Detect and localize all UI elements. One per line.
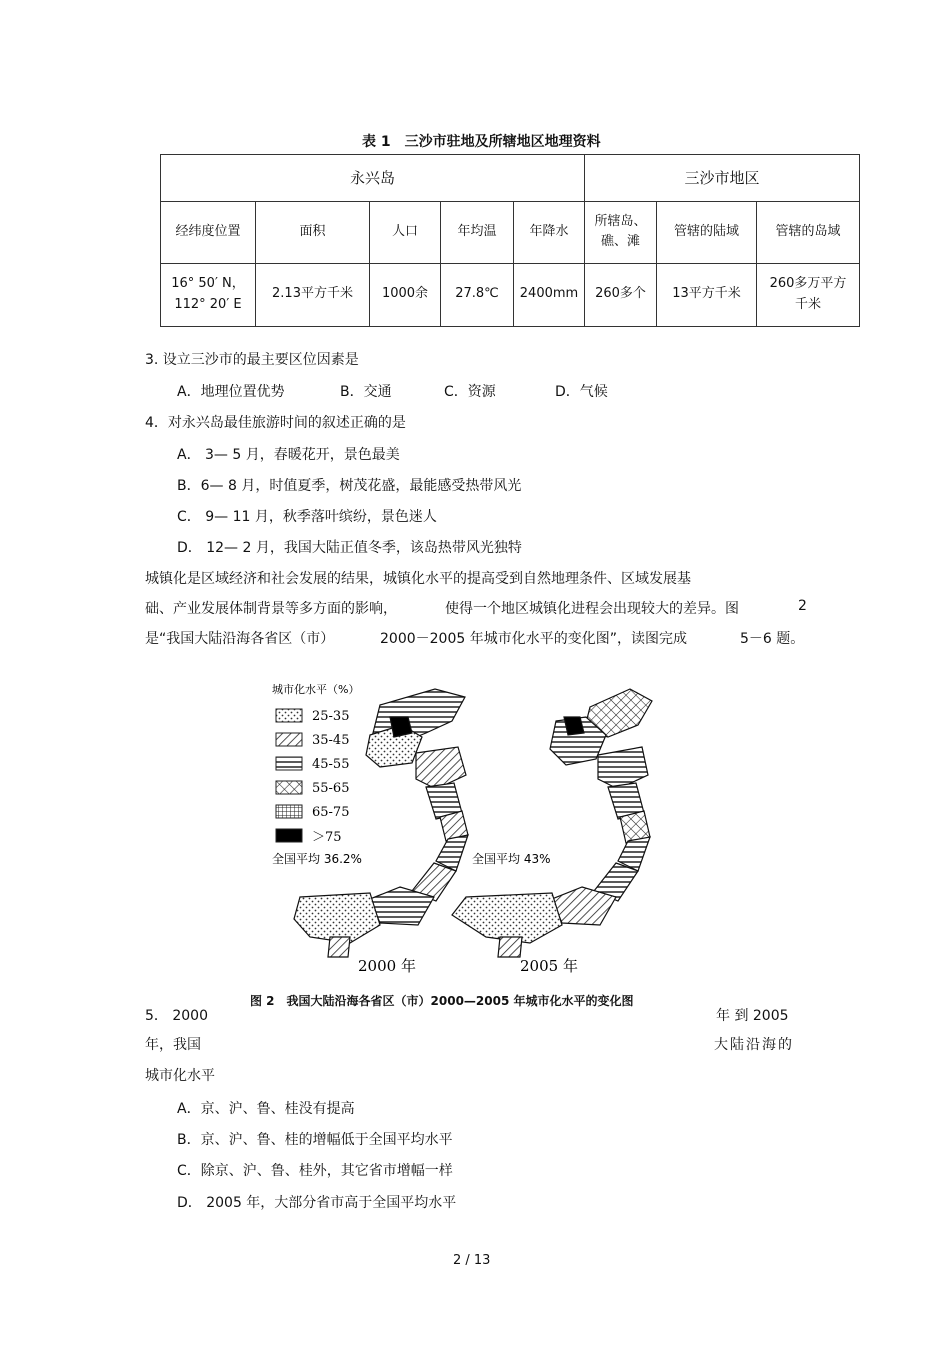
cell-land-area: 13平方千米 xyxy=(657,263,757,326)
col-header: 年均温 xyxy=(441,202,514,263)
passage-line-2a: 础、产业发展体制背景等多方面的影响， xyxy=(145,601,397,617)
q5-stem-start: 5． 2000 xyxy=(145,1008,208,1024)
urbanization-map-figure xyxy=(230,675,720,985)
q5-option-b: B．京、沪、鲁、桂的增幅低于全国平均水平 xyxy=(177,1132,453,1148)
cell-temperature: 27.8℃ xyxy=(441,263,514,326)
year-2005-label: 2005 年 xyxy=(520,957,578,975)
legend-label: 45-55 xyxy=(312,757,350,772)
legend-label: 65-75 xyxy=(312,805,350,820)
q5-stem-end: 年 到 2005 xyxy=(716,1008,789,1024)
figure-caption: 图 2 我国大陆沿海各省区（市）2000—2005 年城市化水平的变化图 xyxy=(250,994,634,1008)
q3-stem: 3. 设立三沙市的最主要区位因素是 xyxy=(145,352,359,368)
year-2000-label: 2000 年 xyxy=(358,957,416,975)
map-2005 xyxy=(452,689,652,957)
legend-label: 35-45 xyxy=(312,733,350,748)
legend-swatch-grid xyxy=(276,805,302,818)
col-header: 面积 xyxy=(256,202,370,263)
q3-option-d: D．气候 xyxy=(555,384,608,400)
group-header-yongxing: 永兴岛 xyxy=(161,155,585,202)
legend-swatch-dots xyxy=(276,709,302,722)
col-header: 经纬度位置 xyxy=(161,202,256,263)
legend-swatch-cross xyxy=(276,781,302,794)
table-caption: 表 1 三沙市驻地及所辖地区地理资料 xyxy=(362,134,601,150)
q5-option-c: C．除京、沪、鲁、桂外，其它省市增幅一样 xyxy=(177,1163,453,1179)
q5-stem-line3: 城市化水平 xyxy=(145,1068,215,1084)
q4-option-b: B．6— 8 月，时值夏季，树茂花盛，最能感受热带风光 xyxy=(177,478,522,494)
cell-sea-area: 260多万平方千米 xyxy=(757,263,860,326)
col-header: 人口 xyxy=(370,202,441,263)
page-number: 2 / 13 xyxy=(453,1253,491,1268)
passage-line-2b: 使得一个地区城镇化进程会出现较大的差异。图 xyxy=(445,601,739,617)
q5-option-a: A．京、沪、鲁、桂没有提高 xyxy=(177,1101,355,1117)
passage-line-3b: 2000－2005 年城市化水平的变化图”，读图完成 xyxy=(380,631,687,647)
legend-title: 城市化水平（%） xyxy=(272,683,360,696)
col-header: 年降水 xyxy=(514,202,585,263)
legend-label: ＞75 xyxy=(312,830,342,845)
cell-islands: 260多个 xyxy=(585,263,657,326)
col-header: 管辖的陆域 xyxy=(657,202,757,263)
q4-option-a: A． 3— 5 月，春暖花开，景色最美 xyxy=(177,447,400,463)
cell-position xyxy=(161,263,256,326)
q4-option-d: D． 12— 2 月，我国大陆正值冬季，该岛热带风光独特 xyxy=(177,540,522,556)
passage-line-3a: 是“我国大陆沿海各省区（市） xyxy=(145,631,335,647)
q3-option-b: B．交通 xyxy=(340,384,392,400)
col-header: 所辖岛、礁、滩 xyxy=(585,202,657,263)
geo-data-table xyxy=(160,154,860,327)
legend-swatch-horiz xyxy=(276,757,302,770)
cell-area: 2.13平方千米 xyxy=(256,263,370,326)
cell-position-lon: 112° 20′ E xyxy=(174,296,242,312)
col-header: 管辖的岛域 xyxy=(757,202,860,263)
map-illustration xyxy=(230,675,720,985)
q3-option-a: A．地理位置优势 xyxy=(177,384,285,400)
q5-option-d: D． 2005 年，大部分省市高于全国平均水平 xyxy=(177,1195,457,1211)
legend-label: 25-35 xyxy=(312,709,350,724)
legend xyxy=(276,709,349,845)
q5-stem-line2-start: 年，我国 xyxy=(145,1037,201,1053)
map-2000 xyxy=(294,689,468,957)
q3-option-c: C．资源 xyxy=(444,384,496,400)
cell-precipitation: 2400mm xyxy=(514,263,585,326)
passage-line-1: 城镇化是区域经济和社会发展的结果，城镇化水平的提高受到自然地理条件、区域发展基 xyxy=(145,571,691,587)
q4-option-c: C． 9— 11 月，秋季落叶缤纷，景色迷人 xyxy=(177,509,437,525)
passage-line-2c: 2 xyxy=(798,598,807,614)
passage-line-3c: 5－6 题。 xyxy=(740,631,805,647)
cell-position-lat: 16° 50′ N， xyxy=(171,276,245,291)
q5-stem-line2-end: 大陆沿海的 xyxy=(714,1037,794,1053)
legend-swatch-diag xyxy=(276,733,302,746)
group-header-sansha: 三沙市地区 xyxy=(585,155,860,202)
legend-swatch-black xyxy=(276,829,302,842)
q4-stem: 4．对永兴岛最佳旅游时间的叙述正确的是 xyxy=(145,415,406,431)
avg-2005-label: 全国平均 43% xyxy=(472,852,551,866)
legend-label: 55-65 xyxy=(312,781,350,796)
cell-population: 1000余 xyxy=(370,263,441,326)
avg-2000-label: 全国平均 36.2% xyxy=(272,852,362,866)
